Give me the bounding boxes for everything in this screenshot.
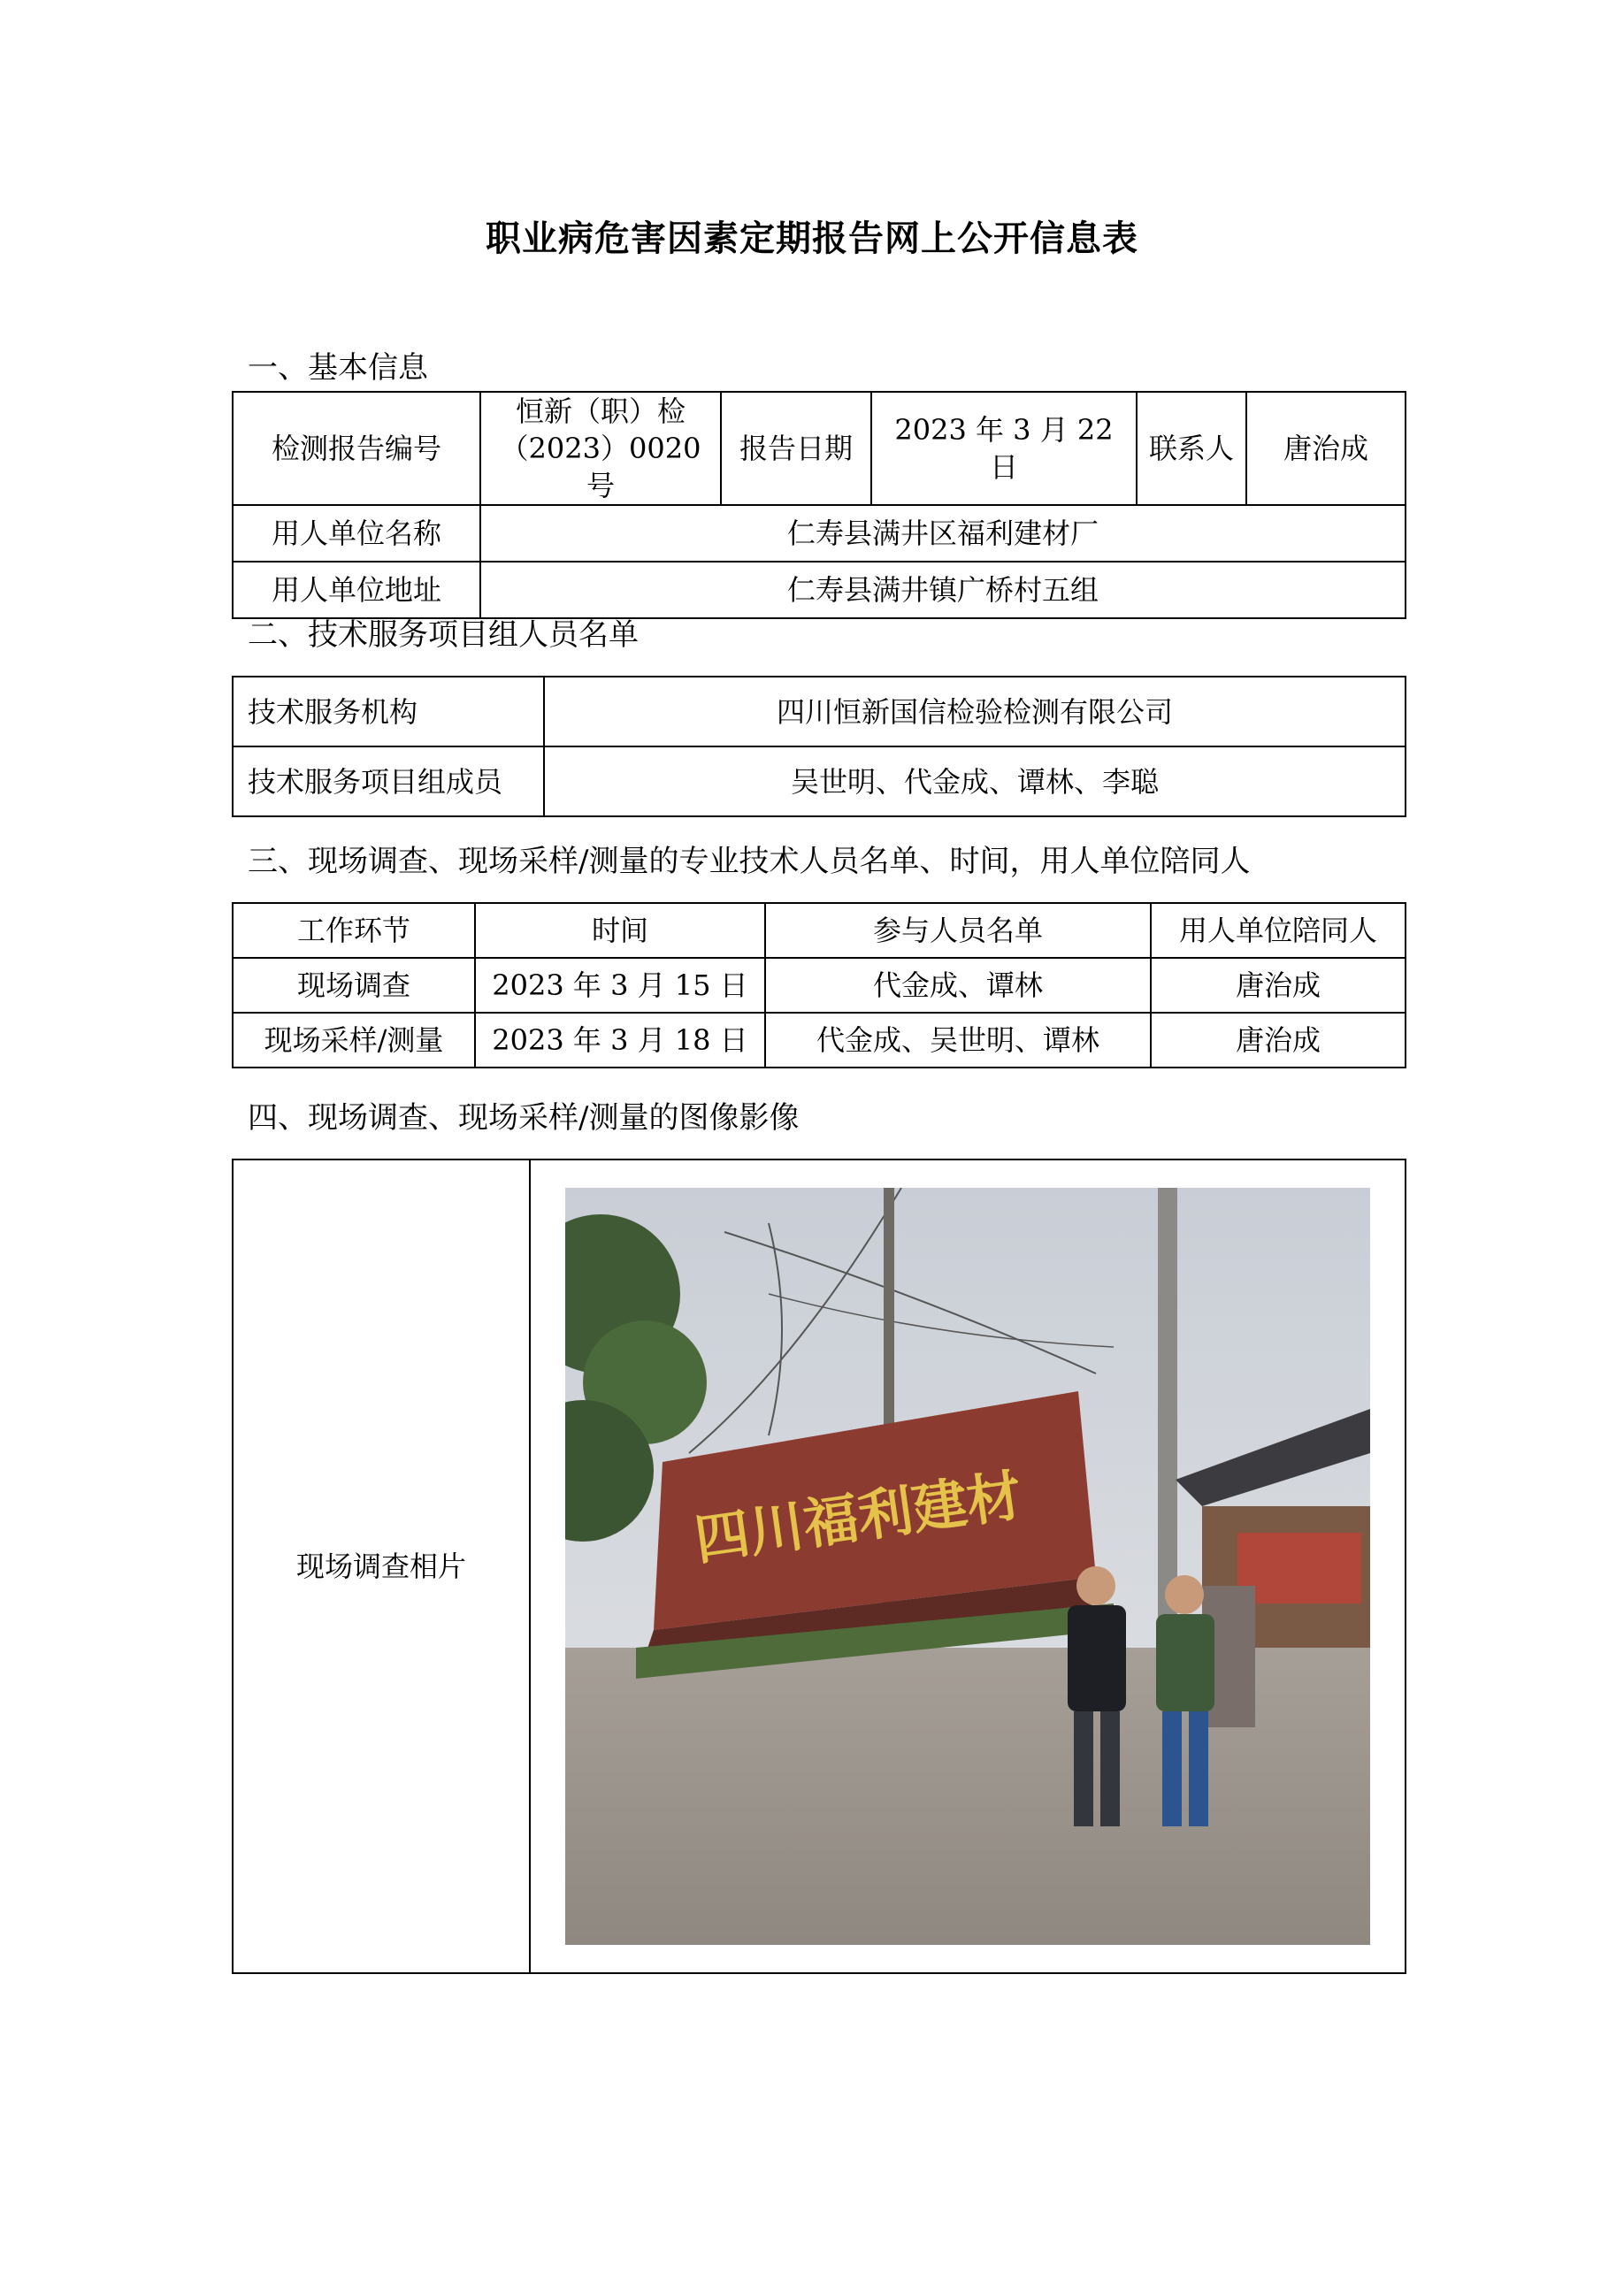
- photo-cell: [530, 1159, 1406, 1973]
- table-cell: 唐治成: [1151, 1013, 1406, 1068]
- header-cell: 工作环节: [233, 903, 475, 958]
- basic-info-table: [232, 391, 1406, 619]
- contact-value: 唐治成: [1246, 392, 1406, 505]
- table-cell: 唐治成: [1151, 958, 1406, 1013]
- report-date-value: 2023 年 3 月 22 日: [871, 392, 1137, 505]
- table-row: [233, 1013, 1406, 1068]
- header-cell: 用人单位陪同人: [1151, 903, 1406, 958]
- report-no-line2: （2023）0020 号: [500, 432, 701, 502]
- page-title: 职业病危害因素定期报告网上公开信息表: [486, 218, 1138, 259]
- table-cell: 代金成、吴世明、谭林: [765, 1013, 1151, 1068]
- table-cell: 2023 年 3 月 18 日: [475, 1013, 765, 1068]
- field-staff-table: [232, 902, 1406, 1068]
- table-cell: 2023 年 3 月 15 日: [475, 958, 765, 1013]
- header-cell: 时间: [475, 903, 765, 958]
- employer-name-value: 仁寿县满井区福利建材厂: [480, 505, 1406, 562]
- photo-label: 现场调查相片: [233, 1159, 530, 1973]
- employer-address-value: 仁寿县满井镇广桥村五组: [480, 562, 1406, 618]
- members-value: 吴世明、代金成、谭林、李聪: [544, 746, 1406, 816]
- contact-label: 联系人: [1137, 392, 1246, 505]
- employer-name-label: 用人单位名称: [233, 505, 480, 562]
- header-cell: 参与人员名单: [765, 903, 1151, 958]
- section-heading-images: 四、现场调查、现场采样/测量的图像影像: [248, 1100, 800, 1136]
- sign-text: 四川福利建材: [690, 1462, 1026, 1573]
- table-cell: 现场调查: [233, 958, 475, 1013]
- table-cell: 现场采样/测量: [233, 1013, 475, 1068]
- report-no-value: [480, 392, 721, 505]
- org-label: 技术服务机构: [233, 677, 544, 746]
- table-row: [233, 958, 1406, 1013]
- employer-address-label: 用人单位地址: [233, 562, 480, 618]
- table-cell: 代金成、谭林: [765, 958, 1151, 1013]
- report-no-line1: 恒新（职）检: [515, 394, 686, 428]
- report-date-label: 报告日期: [721, 392, 871, 505]
- section-heading-field-staff: 三、现场调查、现场采样/测量的专业技术人员名单、时间，用人单位陪同人: [248, 844, 1251, 879]
- team-table: [232, 676, 1406, 817]
- site-survey-photo: [565, 1188, 1370, 1945]
- report-no-label: 检测报告编号: [233, 392, 480, 505]
- members-label: 技术服务项目组成员: [233, 746, 544, 816]
- section-heading-team: 二、技术服务项目组人员名单: [248, 617, 639, 653]
- org-value: 四川恒新国信检验检测有限公司: [544, 677, 1406, 746]
- images-table: [232, 1159, 1406, 1974]
- section-heading-basic-info: 一、基本信息: [248, 350, 428, 386]
